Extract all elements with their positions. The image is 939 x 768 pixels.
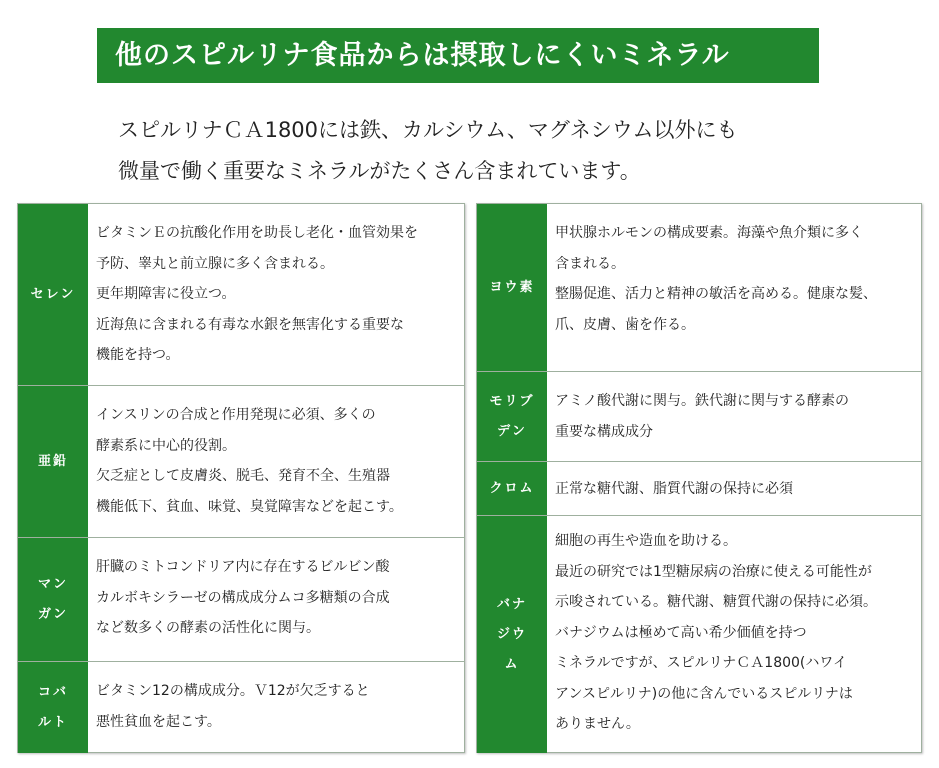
- page-title: 他のスピルリナ食品からは摂取しにくいミネラル: [97, 28, 819, 83]
- intro-text: [118, 110, 878, 192]
- intro-line-1: スピルリナＣＡ1800には鉄、カルシウム、マグネシウム以外にも: [118, 118, 738, 142]
- mineral-description: アミノ酸代謝に関与。鉄代謝に関与する酵素の 重要な構成成分: [555, 393, 849, 440]
- intro-line-2: 微量で働く重要なミネラルがたくさん含まれています。: [118, 159, 641, 183]
- mineral-description: 正常な糖代謝、脂質代謝の保持に必須: [555, 481, 793, 497]
- mineral-description: 甲状腺ホルモンの構成要素。海藻や魚介類に多く 含まれる。 整腸促進、活力と精神の敏活を高める。健康な髪、 爪、皮膚、歯を作る。: [555, 225, 877, 333]
- mineral-description: 肝臓のミトコンドリア内に存在するビルビン酸 カルボキシラーゼの構成成分ムコ多糖類の合成 など数多くの酵素の活性化に関与。: [96, 559, 390, 636]
- table-row-cobalt: [18, 661, 464, 753]
- mineral-description: 細胞の再生や造血を助ける。 最近の研究では1型糖尿病の治療に使える可能性が 示唆されている。糖代謝、糖質代謝の保持に必須。 バナジウムは極めて高い希少価値を持つ ミネラルですが、スピルリナＣＡ1800(ハワイ アンスピルリナ)の他に含んでいるスピルリナは ありません。: [555, 533, 877, 732]
- mineral-label: クロム: [477, 462, 547, 515]
- table-row-iodine: [477, 204, 921, 371]
- mineral-label: セレン: [18, 204, 88, 385]
- table-row-zinc: [18, 385, 464, 537]
- table-row-vanadium: [477, 515, 921, 753]
- mineral-label: コバルト: [18, 662, 88, 753]
- mineral-label: 亜鉛: [18, 386, 88, 537]
- table-row-chromium: [477, 461, 921, 515]
- table-row-manganese: [18, 537, 464, 661]
- mineral-description: ビタミン12の構成成分。Ｖ12が欠乏すると 悪性貧血を起こす。: [96, 683, 370, 730]
- table-row-molybdenum: [477, 371, 921, 461]
- mineral-description: ビタミンＥの抗酸化作用を助長し老化・血管効果を 予防、睾丸と前立腺に多く含まれる。 更年期障害に役立つ。 近海魚に含まれる有毒な水銀を無害化する重要な 機能を持つ。: [96, 225, 418, 363]
- mineral-table-left: [17, 203, 465, 753]
- mineral-label: マンガン: [18, 538, 88, 661]
- mineral-description: インスリンの合成と作用発現に必須、多くの 酵素系に中心的役割。 欠乏症として皮膚炎、脱毛、発育不全、生殖器 機能低下、貧血、味覚、臭覚障害などを起こす。: [96, 407, 403, 515]
- mineral-label: バナジウム: [477, 516, 547, 753]
- mineral-label: モリブデン: [477, 372, 547, 461]
- mineral-label: ヨウ素: [477, 204, 547, 371]
- table-row-selenium: [18, 204, 464, 385]
- mineral-table-right: [476, 203, 922, 753]
